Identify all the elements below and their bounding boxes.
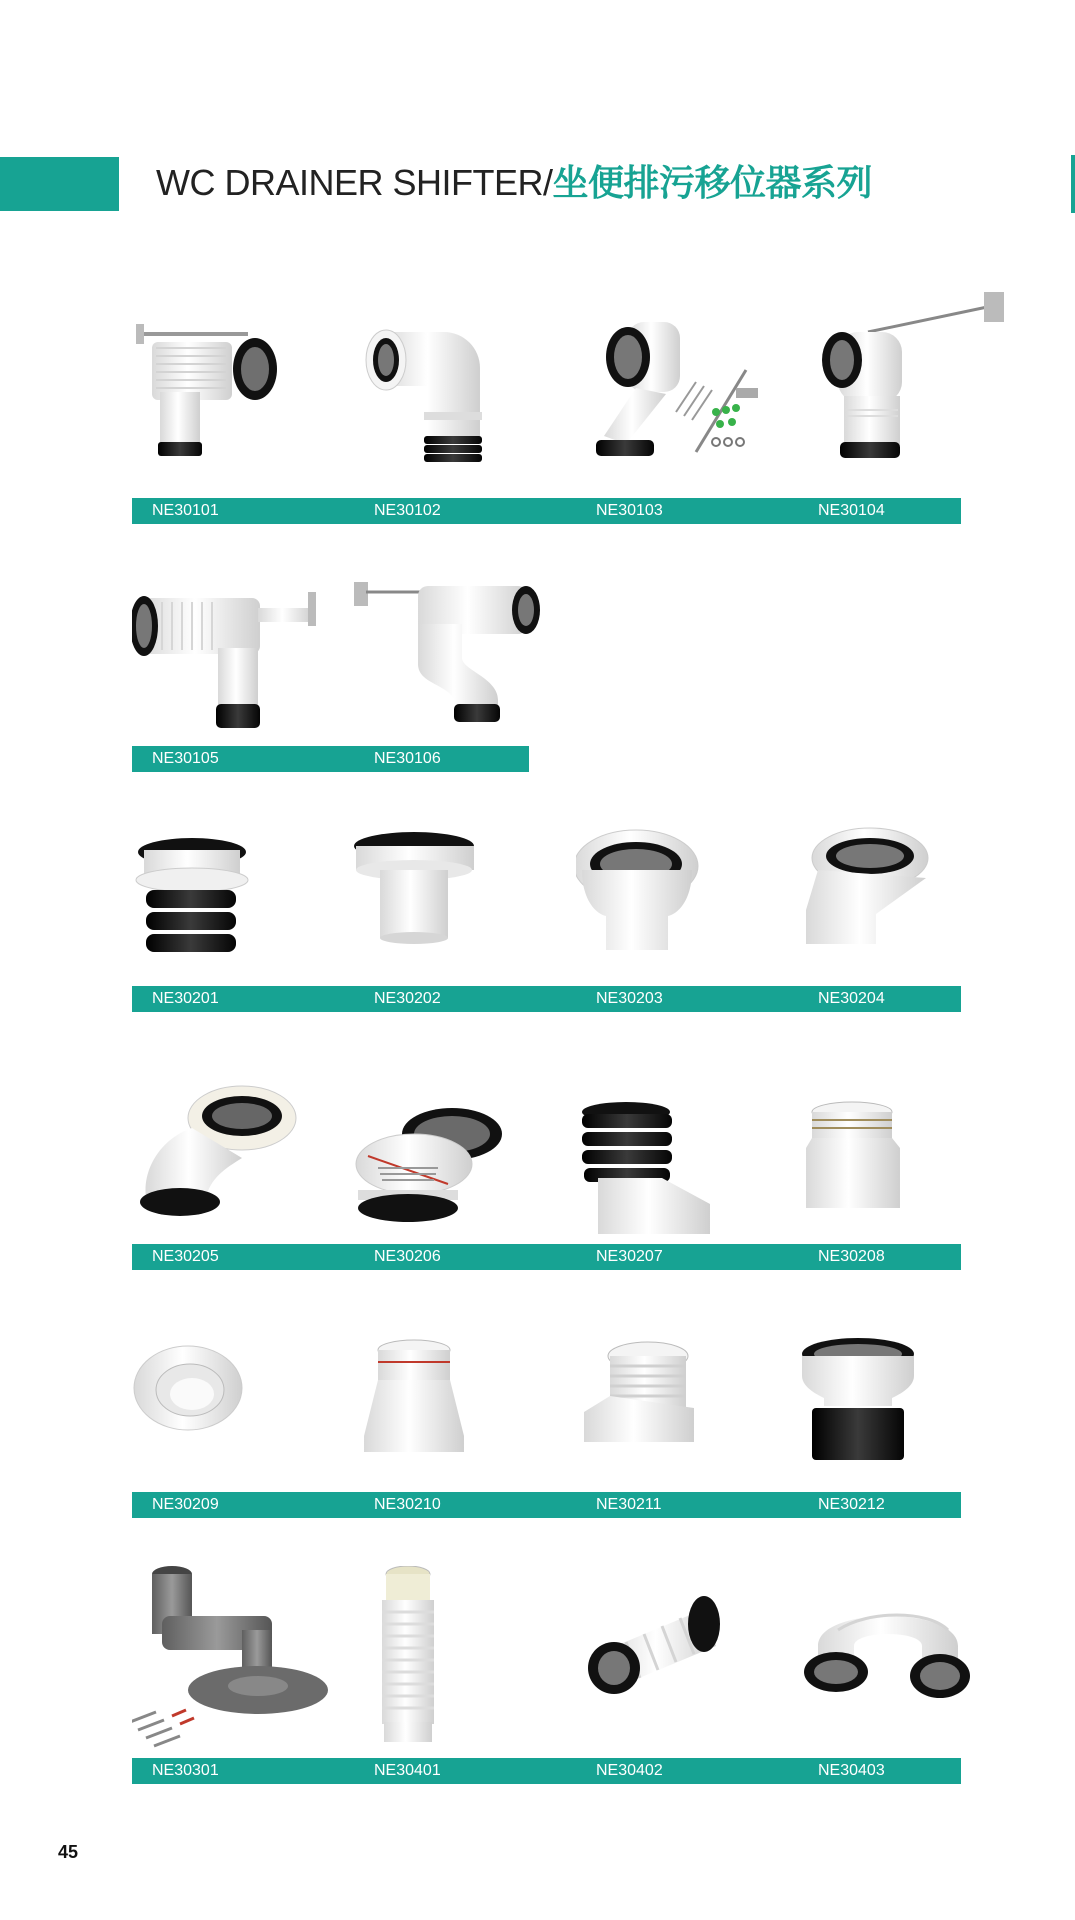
product-row-3 bbox=[132, 820, 961, 1012]
product-code: NE30204 bbox=[818, 990, 885, 1007]
page-title-cn: 坐便排污移位器系列 bbox=[552, 162, 873, 203]
product-code: NE30101 bbox=[152, 502, 219, 519]
product-image-elbow-short bbox=[132, 1078, 354, 1248]
product-code-bar bbox=[132, 986, 961, 1012]
product-image-floor-offset-grey bbox=[132, 1566, 354, 1756]
product-image-straight-reducer bbox=[576, 820, 798, 990]
product-row-2 bbox=[132, 564, 961, 772]
product-code: NE30210 bbox=[374, 1496, 441, 1513]
product-image-ribbed-offset bbox=[576, 1078, 798, 1248]
page-title bbox=[156, 155, 872, 211]
product-code-bar bbox=[132, 746, 529, 772]
product-image-ribbed-reducer bbox=[798, 1078, 1020, 1248]
header-accent-block bbox=[0, 157, 119, 211]
product-image-flexible-straight bbox=[354, 1566, 576, 1756]
product-image-connector-with-label bbox=[354, 1078, 576, 1248]
product-image-ring-collar bbox=[132, 1326, 354, 1496]
product-row-6 bbox=[132, 1566, 961, 1784]
product-image-flexible-elbow-bracket bbox=[132, 564, 354, 734]
product-code: NE30206 bbox=[374, 1248, 441, 1265]
product-image-stepped-reducer bbox=[354, 1326, 576, 1496]
product-code: NE30201 bbox=[152, 990, 219, 1007]
product-code: NE30401 bbox=[374, 1762, 441, 1779]
page-number: 45 bbox=[58, 1842, 79, 1862]
product-code: NE30202 bbox=[374, 990, 441, 1007]
product-image-elbow-with-bracket bbox=[798, 292, 1020, 472]
product-image-angled-offset-kit bbox=[576, 292, 798, 472]
product-image-threaded-reducer bbox=[576, 1326, 798, 1496]
product-code: NE30209 bbox=[152, 1496, 219, 1513]
product-code: NE30212 bbox=[818, 1496, 885, 1513]
product-code: NE30208 bbox=[818, 1248, 885, 1265]
product-code: NE30103 bbox=[596, 502, 663, 519]
product-image-connector-rubber-base bbox=[798, 1326, 1020, 1496]
page-edge-marker bbox=[1071, 155, 1075, 213]
product-code: NE30402 bbox=[596, 1762, 663, 1779]
product-row-4 bbox=[132, 1078, 961, 1270]
product-code-bar bbox=[132, 1492, 961, 1518]
product-row-5 bbox=[132, 1326, 961, 1518]
product-code: NE30211 bbox=[596, 1496, 662, 1513]
product-code: NE30205 bbox=[152, 1248, 219, 1265]
product-image-s-trap-offset bbox=[354, 564, 576, 734]
product-code-bar bbox=[132, 1758, 961, 1784]
product-code-bar bbox=[132, 498, 961, 524]
product-code: NE30207 bbox=[596, 1248, 663, 1265]
product-code: NE30301 bbox=[152, 1762, 219, 1779]
product-row-1 bbox=[132, 292, 961, 524]
product-code: NE30106 bbox=[374, 750, 441, 767]
product-image-flexible-u-bend bbox=[798, 1566, 1020, 1756]
product-image-offset-reducer bbox=[798, 820, 1020, 990]
product-code-bar bbox=[132, 1244, 961, 1270]
product-image-short-connector-ribbed bbox=[132, 820, 354, 990]
product-code: NE30104 bbox=[818, 502, 885, 519]
product-code: NE30105 bbox=[152, 750, 219, 767]
product-image-side-outlet-bracket bbox=[132, 292, 354, 472]
product-code: NE30102 bbox=[374, 502, 441, 519]
product-image-flexible-angled bbox=[576, 1566, 798, 1756]
product-image-short-connector bbox=[354, 820, 576, 990]
product-code: NE30403 bbox=[818, 1762, 885, 1779]
page-title-en: WC DRAINER SHIFTER/ bbox=[156, 162, 553, 203]
product-code: NE30203 bbox=[596, 990, 663, 1007]
product-image-elbow-vertical bbox=[354, 292, 576, 472]
